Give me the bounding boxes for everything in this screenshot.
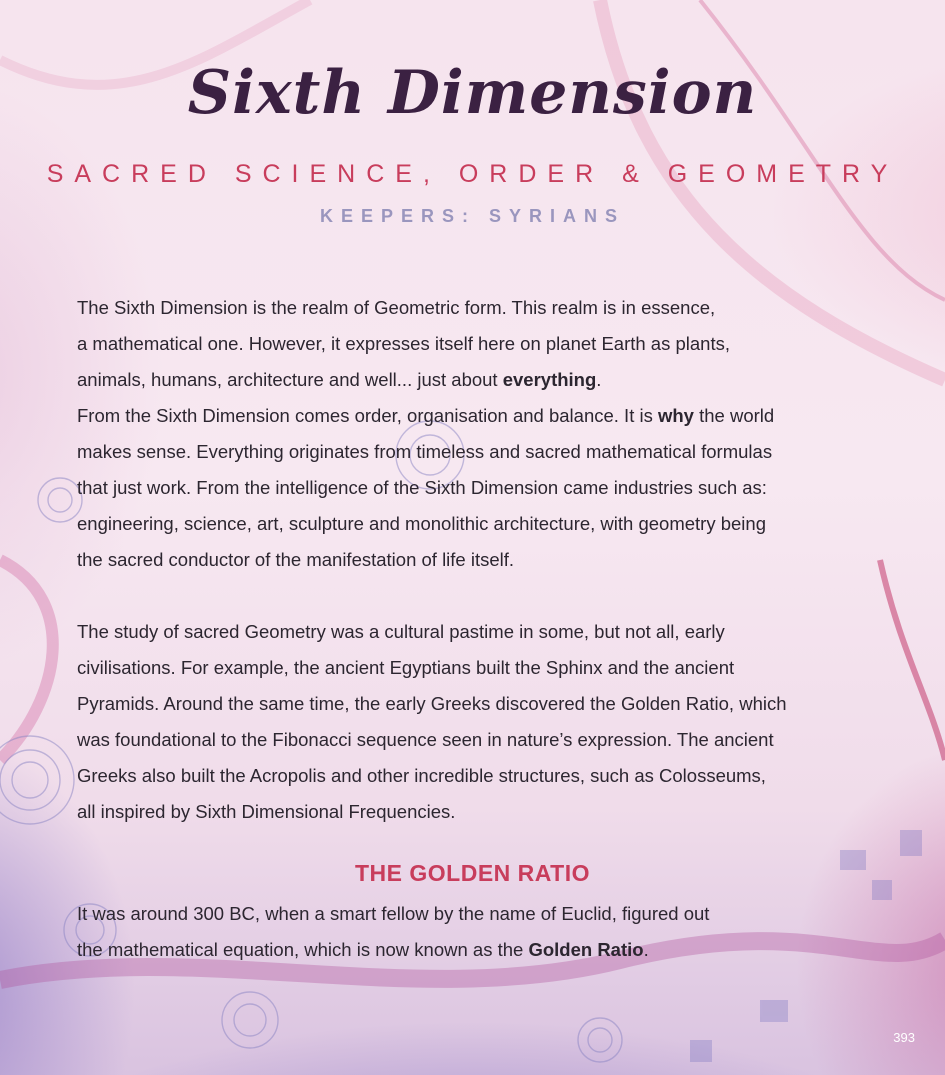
text-line: the sacred conductor of the manifestation of life itself. [77, 549, 515, 570]
text-span: animals, humans, architecture and well... just about [77, 369, 503, 390]
text-span: the world [693, 405, 775, 426]
text-line: civilisations. For example, the ancient Egyptians built the Sphinx and the ancient [77, 657, 735, 678]
text-span: . [643, 939, 649, 960]
text-line: The study of sacred Geometry was a cultural pastime in some, but not all, early [77, 621, 725, 642]
text-span: . [596, 369, 602, 390]
text-line: was foundational to the Fibonacci sequence seen in nature’s expression. The ancient [77, 729, 774, 750]
page-title: Sixth Dimension [187, 58, 758, 128]
text-line: Pyramids. Around the same time, the early Greeks discovered the Golden Ratio, which [77, 693, 787, 714]
subtitle: SACRED SCIENCE, ORDER & GEOMETRY [46, 160, 899, 188]
text-line: engineering, science, art, sculpture and monolithic architecture, with geometry being [77, 513, 766, 534]
text-line: makes sense. Everything originates from timeless and sacred mathematical formulas [77, 441, 773, 462]
text-line: all inspired by Sixth Dimensional Frequencies. [77, 801, 456, 822]
paragraph-2 [77, 614, 897, 830]
keepers-line: KEEPERS: SYRIANS [319, 206, 626, 226]
paragraph-1 [77, 290, 897, 578]
text-line: It was around 300 BC, when a smart fellow by the name of Euclid, figured out [77, 903, 710, 924]
text-line: The Sixth Dimension is the realm of Geometric form. This realm is in essence, [77, 297, 716, 318]
bold-text: Golden Ratio [528, 939, 644, 960]
text-line [77, 362, 897, 398]
bold-text: everything [502, 369, 597, 390]
text-line: that just work. From the intelligence of the Sixth Dimension came industries such as: [77, 477, 767, 498]
text-span: the mathematical equation, which is now known as the [77, 939, 529, 960]
page-number: 393 [893, 1030, 915, 1045]
text-span: From the Sixth Dimension comes order, organisation and balance. It is [77, 405, 658, 426]
text-line: a mathematical one. However, it expresses itself here on planet Earth as plants, [77, 333, 730, 354]
text-line [77, 398, 897, 434]
section-heading: THE GOLDEN RATIO [354, 860, 590, 886]
text-line [77, 932, 897, 968]
paragraph-3 [77, 896, 897, 968]
text-line: Greeks also built the Acropolis and other incredible structures, such as Colosseums, [77, 765, 766, 786]
bold-text: why [657, 405, 694, 426]
